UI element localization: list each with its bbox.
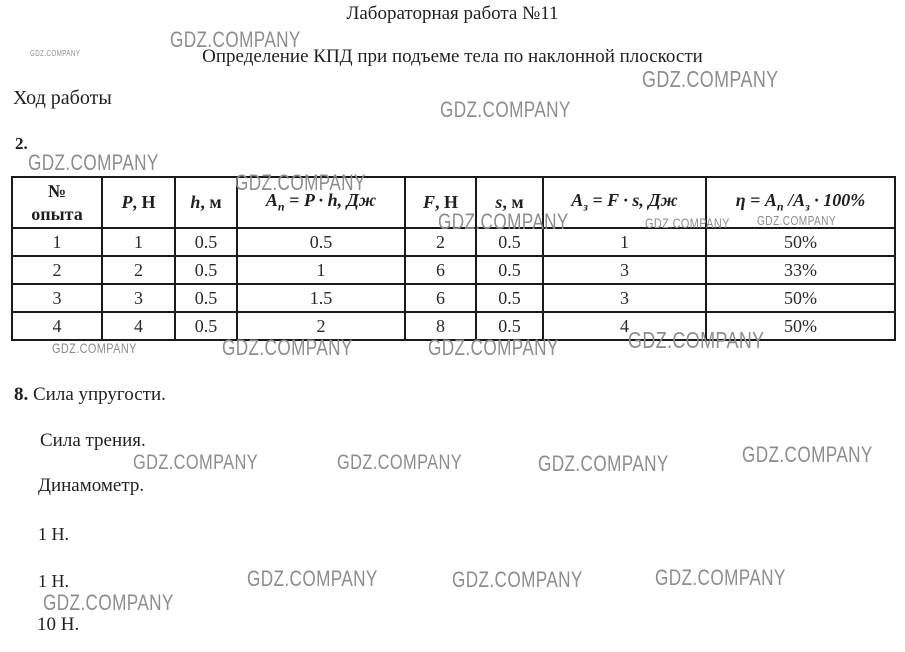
cell-useful-work: 1.5 xyxy=(237,284,405,312)
col-header-distance: s, м xyxy=(476,177,543,228)
table-row xyxy=(12,284,895,312)
cell-height: 0.5 xyxy=(175,312,237,340)
watermark: GDZ.COMPANY xyxy=(133,451,259,474)
cell-experiment: 3 xyxy=(12,284,102,312)
cell-experiment: 2 xyxy=(12,256,102,284)
cell-height: 0.5 xyxy=(175,256,237,284)
watermark: GDZ.COMPANY xyxy=(757,213,837,228)
cell-force: 2 xyxy=(405,228,476,256)
cell-weight: 3 xyxy=(102,284,175,312)
watermark: GDZ.COMPANY xyxy=(52,340,137,356)
watermark: GDZ.COMPANY xyxy=(43,590,174,615)
cell-force: 8 xyxy=(405,312,476,340)
watermark: GDZ.COMPANY xyxy=(337,451,463,474)
cell-height: 0.5 xyxy=(175,228,237,256)
item-8-text: Сила упругости. xyxy=(28,384,166,405)
cell-weight: 4 xyxy=(102,312,175,340)
watermark: GDZ.COMPANY xyxy=(170,27,301,52)
answer-1n-second: 1 Н. xyxy=(38,571,69,591)
watermark: GDZ.COMPANY xyxy=(440,97,571,122)
watermark: GDZ.COMPANY xyxy=(742,442,873,467)
page-subtitle: Определение КПД при подъеме тела по наклонной плоскости xyxy=(202,46,703,67)
item-2-label: 2. xyxy=(15,134,28,153)
watermark: GDZ.COMPANY xyxy=(235,170,366,195)
watermark: GDZ.COMPANY xyxy=(28,150,159,175)
results-table xyxy=(11,176,896,341)
section-heading: Ход работы xyxy=(13,87,112,109)
cell-expended-work: 3 xyxy=(543,256,706,284)
col-header-experiment-number: № опыта xyxy=(12,177,102,228)
col-header-efficiency: $\eta = A_п$ $/A_з \cdot 100\%$ xyxy=(706,177,895,228)
watermark: GDZ.COMPANY xyxy=(538,451,669,476)
watermark: GDZ.COMPANY xyxy=(628,327,765,353)
watermark: GDZ.COMPANY xyxy=(438,209,569,234)
cell-distance: 0.5 xyxy=(476,228,543,256)
cell-efficiency: 33% xyxy=(706,256,895,284)
page-title: Лабораторная работа №11 xyxy=(346,3,559,24)
cell-expended-work: 4 xyxy=(543,312,706,340)
col-header-height: h, м xyxy=(175,177,237,228)
watermark: GDZ.COMPANY xyxy=(655,565,786,590)
cell-efficiency: 50% xyxy=(706,228,895,256)
cell-experiment: 4 xyxy=(12,312,102,340)
cell-expended-work: 3 xyxy=(543,284,706,312)
cell-weight: 2 xyxy=(102,256,175,284)
cell-weight: 1 xyxy=(102,228,175,256)
cell-useful-work: 1 xyxy=(237,256,405,284)
cell-efficiency: 50% xyxy=(706,284,895,312)
cell-distance: 0.5 xyxy=(476,312,543,340)
cell-distance: 0.5 xyxy=(476,256,543,284)
watermark: GDZ.COMPANY xyxy=(452,567,583,592)
item-8-number: 8. xyxy=(14,384,29,405)
watermark: GDZ.COMPANY xyxy=(645,215,730,231)
answer-10n: 10 Н. xyxy=(37,614,80,635)
cell-height: 0.5 xyxy=(175,284,237,312)
cell-force: 6 xyxy=(405,284,476,312)
col-header-force: F, Н xyxy=(405,177,476,228)
cell-expended-work: 1 xyxy=(543,228,706,256)
watermark: GDZ.COMPANY xyxy=(247,566,378,591)
cell-force: 6 xyxy=(405,256,476,284)
watermark: GDZ.COMPANY xyxy=(30,49,81,58)
cell-distance: 0.5 xyxy=(476,284,543,312)
watermark: GDZ.COMPANY xyxy=(222,335,353,360)
col-header-weight: P, Н xyxy=(102,177,175,228)
answer-1n-first: 1 Н. xyxy=(38,524,69,544)
cell-useful-work: 0.5 xyxy=(237,228,405,256)
item-8-line xyxy=(14,384,166,406)
cell-efficiency: 50% xyxy=(706,312,895,340)
answer-dynamometer: Динамометр. xyxy=(38,475,145,496)
answer-friction-force: Сила трения. xyxy=(40,430,146,451)
table-row xyxy=(12,256,895,284)
watermark: GDZ.COMPANY xyxy=(642,66,779,92)
col-header-expended-work: $A_з = F \cdot s$, Дж xyxy=(543,177,706,228)
watermark: GDZ.COMPANY xyxy=(428,335,559,360)
col-header-useful-work: $A_п = P \cdot h$, Дж xyxy=(237,177,405,228)
cell-experiment: 1 xyxy=(12,228,102,256)
cell-useful-work: 2 xyxy=(237,312,405,340)
